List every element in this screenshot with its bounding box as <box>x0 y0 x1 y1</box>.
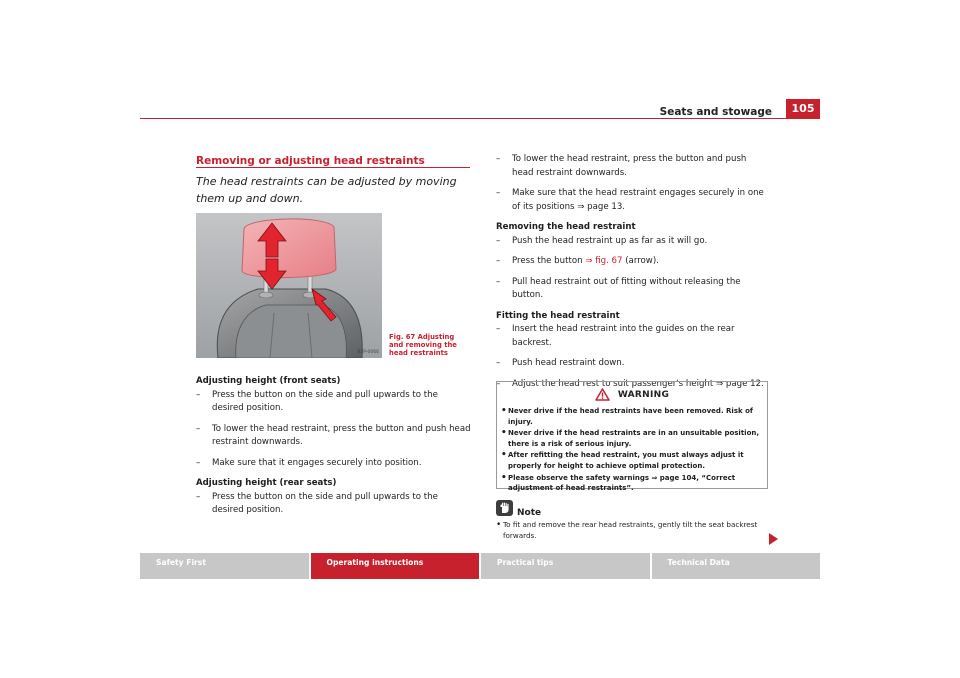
note-title: Note <box>517 508 542 518</box>
right-column <box>496 153 770 391</box>
note-hand-icon <box>496 500 513 516</box>
header-rule <box>140 118 820 119</box>
figure-link[interactable]: ⇒ fig. 67 <box>585 256 623 266</box>
step-item: – Pull head restraint out of fitting without releasing the button. <box>496 276 770 303</box>
seat-illustration <box>196 213 382 358</box>
section-heading: Removing or adjusting head restraints <box>196 155 425 167</box>
tab-operating-instructions[interactable]: Operating instructions <box>311 553 480 579</box>
step-item: – Press the button on the side and pull upwards to the desired position. <box>196 491 472 518</box>
tab-practical-tips[interactable]: Practical tips <box>481 553 650 579</box>
note-body <box>496 520 766 542</box>
warning-title: WARNING <box>617 389 670 400</box>
step-item: – To lower the head restraint, press the button and push head restraint downwards. <box>196 423 472 450</box>
step-item: – Make sure that it engages securely into position. <box>196 457 472 471</box>
warning-list <box>501 406 765 495</box>
subheading-front-seats: Adjusting height (front seats) <box>196 376 341 386</box>
head-restraint-figure <box>196 213 382 358</box>
tab-safety-first[interactable]: Safety First <box>140 553 309 579</box>
step-item: – Press the button on the side and pull upwards to the desired position. <box>196 389 472 416</box>
step-item: – Adjust the head rest to suit passenger's height ⇒ page 12. <box>496 378 770 392</box>
step-text: Press the button <box>512 256 586 266</box>
footer-tabs <box>140 553 820 579</box>
tab-technical-data[interactable]: Technical Data <box>652 553 821 579</box>
step-item: – Make sure that the head restraint engages securely in one of its positions ⇒ page 13. <box>496 187 770 214</box>
step-item: – Push head restraint down. <box>496 357 770 371</box>
step-text: (arrow). <box>622 256 659 266</box>
step-item: – Insert the head restraint into the guides on the rear backrest. <box>496 323 770 350</box>
section-intro: The head restraints can be adjusted by moving them up and down. <box>196 175 457 205</box>
warning-item: • Never drive if the head restraints are in an unsuitable position, there is a risk of serious injury. <box>501 428 765 449</box>
step-item <box>496 255 770 269</box>
section-rule <box>196 167 470 168</box>
warning-item: • After refitting the head restraint, you must always adjust it properly for height to achieve optimal protection. <box>501 450 765 471</box>
next-page-arrow-icon[interactable] <box>769 533 778 545</box>
step-item: – To lower the head restraint, press the button and push head restraint downwards. <box>496 153 770 180</box>
note-item: • To fit and remove the rear head restraints, gently tilt the seat backrest forwards. <box>496 520 766 541</box>
step-item: – Push the head restraint up as far as it will go. <box>496 235 770 249</box>
left-column <box>196 375 472 518</box>
subheading-fitting: Fitting the head restraint <box>496 310 620 321</box>
figure-caption: Fig. 67 Adjusting and removing the head restraints <box>389 333 457 357</box>
running-header-title: Seats and stowage <box>659 106 772 118</box>
note-header <box>496 500 541 516</box>
warning-triangle-icon <box>595 388 610 401</box>
warning-item: • Please observe the safety warnings ⇒ page 104, “Correct adjustment of head restraints”. <box>501 473 765 494</box>
warning-item: • Never drive if the head restraints have been removed. Risk of injury. <box>501 406 765 427</box>
page-number: 105 <box>786 99 820 118</box>
figure-code: B5P-0066 <box>357 350 379 355</box>
subheading-rear-seats: Adjusting height (rear seats) <box>196 478 337 488</box>
subheading-removing: Removing the head restraint <box>496 222 636 232</box>
warning-box <box>496 381 768 493</box>
